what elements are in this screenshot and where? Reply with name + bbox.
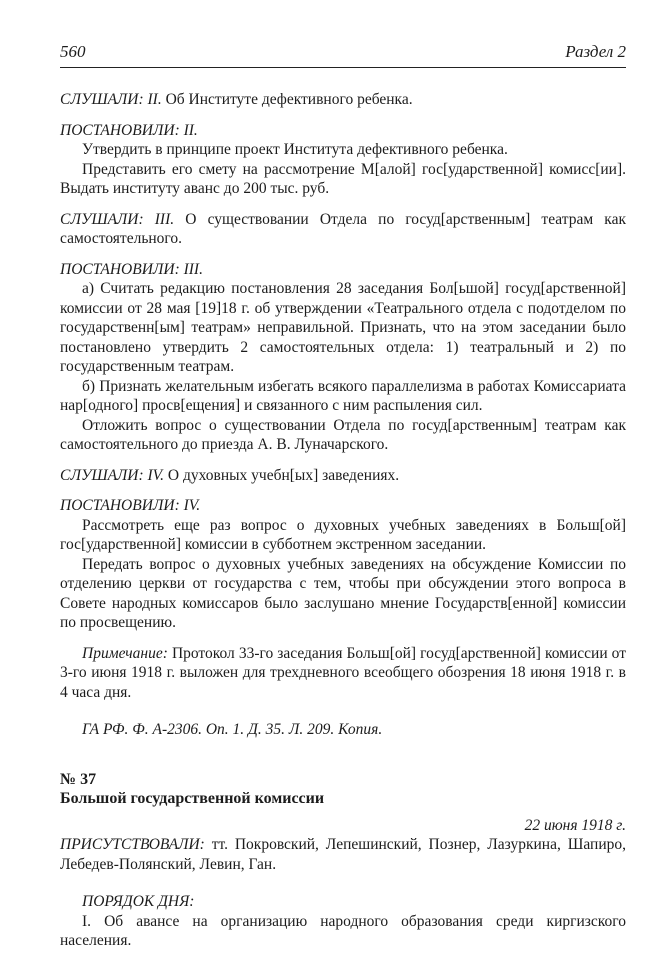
header-rule — [60, 67, 626, 68]
document-title: Большой государственной комиссии — [60, 790, 325, 807]
page-number: 560 — [60, 42, 86, 61]
running-header — [60, 36, 626, 66]
resolved-iv-label: ПОСТАНОВИЛИ: IV. — [60, 497, 201, 514]
resolved-ii-para-1: Утвердить в принципе проект Института дефективного ребенка. — [82, 141, 508, 158]
heard-iii-label: СЛУШАЛИ: III. — [60, 210, 175, 228]
heard-ii — [60, 90, 626, 110]
resolved-iii-para-b: б) Признать желательным избегать всякого параллелизма в работах Комиссариата нар[одного] просв[ещения] и связанного с ним распыления сил. — [60, 377, 626, 414]
document-number: № 37 — [60, 770, 97, 788]
heard-iv-text: О духовных учебн[ых] заведениях. — [164, 466, 400, 484]
resolved-iv-para-2: Передать вопрос о духовных учебных заведениях на обсуждение Комиссии по отделению церкви от государства с тем, чтобы при обсуждении этого вопроса в Совете народных комиссаров было заслушано мнение Государств[енной] комиссии по просвещению. — [60, 555, 626, 631]
document-body — [60, 90, 626, 951]
heard-ii-label: СЛУШАЛИ: II. — [60, 91, 162, 108]
resolved-iv-para-1: Рассмотреть еще раз вопрос о духовных учебных заведениях в Больш[ой] гос[ударственной] комиссии в субботнем экстренном заседании. — [60, 516, 626, 553]
resolved-iii-para-c: Отложить вопрос о существовании Отдела по госуд[арственным] театрам как самостоятельного до приезда А. В. Луначарского. — [60, 416, 626, 453]
agenda-item-1: I. Об авансе на организацию народного образования среди киргизского населения. — [60, 912, 626, 949]
heard-iv — [60, 466, 626, 486]
attendees — [60, 835, 626, 874]
resolved-iii-para-a: а) Считать редакцию постановления 28 заседания Бол[ьшой] госуд[арственной] комиссии от 28 мая [19]18 г. об утверждении «Театрального отдела с подотделом по государственн[ым] театрам» неправильной. Признать, что на этом заседании было постановлено утвердить 2 самостоятельных отдела: 1) театральный и 2) по государственным театрам. — [60, 280, 626, 375]
attendees-text: тт. Покровский, Лепешинский, Познер, Лазуркина, Шапиро, Лебедев-Полянский, Левин, Ган. — [60, 836, 626, 873]
archive-source: ГА РФ. Ф. А-2306. Оп. 1. Д. 35. Л. 209. Копия. — [82, 721, 383, 738]
heard-iii-text: О существовании Отдела по госуд[арственным] театрам как самостоятельного. — [60, 210, 626, 247]
agenda-label: ПОРЯДОК ДНЯ: — [82, 893, 195, 910]
heard-iii — [60, 210, 626, 249]
document-date: 22 июня 1918 г. — [524, 816, 626, 834]
section-title: Раздел 2 — [565, 42, 626, 61]
attendees-label: ПРИСУТСТВОВАЛИ: — [60, 836, 205, 853]
resolved-ii-para-2: Представить его смету на рассмотрение М[алой] гос[ударственной] комисс[ии]. Выдать институту аванс до 200 тыс. руб. — [60, 160, 626, 197]
note-text: Протокол 33-го заседания Больш[ой] госуд[арственной] комиссии от 3-го июня 1918 г. выложен для трехдневного всеобщего обозрения 18 июня 1918 г. в 4 часа дня. — [60, 644, 626, 701]
heard-iv-label: СЛУШАЛИ: IV. — [60, 466, 165, 484]
resolved-iii-label: ПОСТАНОВИЛИ: III. — [60, 260, 203, 278]
resolved-ii-label: ПОСТАНОВИЛИ: II. — [60, 121, 198, 139]
note — [60, 644, 626, 703]
note-label: Примечание: — [82, 644, 168, 662]
heard-ii-text: Об Институте дефективного ребенка. — [161, 91, 413, 108]
